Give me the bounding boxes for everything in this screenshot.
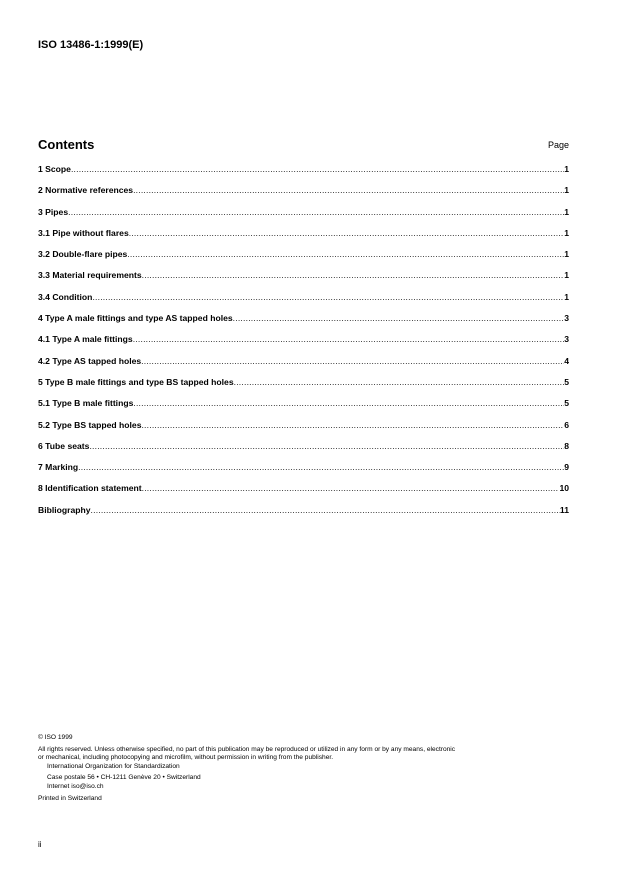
toc-leader-dots: [133, 398, 564, 408]
toc-leader-dots: [141, 420, 564, 430]
toc-leader-dots: [141, 356, 564, 366]
toc-entry-title: 6 Tube seats: [38, 440, 90, 451]
toc-leader-dots: [127, 249, 564, 259]
toc-entry[interactable]: [38, 313, 569, 334]
toc-leader-dots: [133, 334, 565, 344]
toc-entry-title: 3.3 Material requirements: [38, 270, 142, 281]
toc-leader-dots: [142, 270, 565, 280]
toc-entry-title: 5.1 Type B male fittings: [38, 398, 134, 409]
toc-leader-dots: [142, 483, 560, 493]
toc-entry-page: 1: [564, 164, 569, 174]
toc-entry[interactable]: [38, 292, 569, 313]
toc-entry-title: 4 Type A male fittings and type AS tapped holes: [38, 313, 233, 324]
toc-entry-page: 1: [564, 206, 569, 217]
page-number: ii: [38, 840, 42, 849]
toc-entry-title: 3.1 Pipe without flares: [38, 227, 129, 238]
toc-entry-page: 1: [564, 185, 569, 196]
toc-entry[interactable]: [38, 377, 569, 398]
toc-entry-page: 1: [564, 291, 569, 302]
toc-leader-dots: [92, 292, 564, 302]
toc-entry-title: 5 Type B male fittings and type BS tapped holes: [38, 376, 234, 387]
toc-entry[interactable]: [38, 356, 569, 377]
toc-entry-title: 5.2 Type BS tapped holes: [38, 419, 142, 430]
toc-entry-title: 8 Identification statement: [38, 483, 142, 494]
toc-leader-dots: [78, 462, 564, 472]
toc-entry[interactable]: [38, 249, 569, 270]
toc-entry[interactable]: [38, 462, 569, 483]
internet-contact: Internet iso@iso.ch: [47, 782, 104, 790]
toc-entry-page: 10: [559, 483, 569, 494]
toc-entry-page: 1: [564, 249, 569, 260]
toc-leader-dots: [129, 228, 564, 238]
toc-entry-page: 3: [564, 334, 569, 345]
toc-leader-dots: [133, 185, 564, 195]
toc-entry-page: 11: [559, 504, 569, 515]
toc-entry[interactable]: [38, 505, 569, 526]
toc-entry-page: 1: [564, 270, 569, 281]
toc-leader-dots: [68, 207, 564, 217]
toc-leader-dots: [91, 505, 560, 515]
rights-text-1: All rights reserved. Unless otherwise specified, no part of this publication may be reproduced or utilized in any form or by any means, electronic: [38, 745, 456, 753]
copyright-notice: [38, 734, 578, 803]
toc-entry-title: 3.2 Double-flare pipes: [38, 249, 128, 260]
toc-entry[interactable]: [38, 185, 569, 206]
printed-location: Printed in Switzerland: [38, 794, 102, 802]
toc-entry-title: 3 Pipes: [38, 206, 69, 217]
contents-heading: Contents: [38, 137, 95, 152]
toc-entry-title: Bibliography: [38, 504, 91, 515]
toc-entry-page: 4: [564, 355, 569, 366]
toc-entry[interactable]: [38, 228, 569, 249]
table-of-contents: [38, 164, 569, 526]
toc-entry-title: 2 Normative references: [38, 185, 134, 196]
toc-entry[interactable]: [38, 270, 569, 291]
document-id-header: ISO 13486-1:1999(E): [38, 39, 144, 51]
toc-leader-dots: [89, 441, 564, 451]
toc-entry[interactable]: [38, 207, 569, 228]
toc-entry-page: 9: [564, 462, 569, 473]
toc-entry[interactable]: [38, 483, 569, 504]
toc-entry-title: 4.2 Type AS tapped holes: [38, 355, 142, 366]
toc-entry-title: 7 Marking: [38, 462, 79, 473]
toc-entry[interactable]: [38, 420, 569, 441]
toc-entry[interactable]: [38, 398, 569, 419]
toc-entry-page: 3: [564, 313, 569, 324]
page-column-label: Page: [547, 140, 569, 150]
toc-entry-page: 5: [564, 376, 569, 387]
toc-entry-page: 6: [564, 419, 569, 430]
toc-entry-page: 1: [564, 227, 569, 238]
copyright-line: © ISO 1999: [38, 734, 73, 741]
toc-entry[interactable]: [38, 164, 569, 185]
postal-address: Case postale 56 • CH-1211 Genève 20 • Switzerland: [47, 774, 201, 782]
toc-entry-title: 1 Scope: [38, 164, 71, 174]
toc-entry-title: 3.4 Condition: [38, 291, 93, 302]
organization-name: International Organization for Standardization: [47, 762, 180, 770]
toc-leader-dots: [233, 313, 565, 323]
toc-entry-title: 4.1 Type A male fittings: [38, 334, 133, 345]
toc-leader-dots: [71, 164, 564, 174]
toc-entry[interactable]: [38, 441, 569, 462]
toc-entry[interactable]: [38, 334, 569, 355]
rights-text-2: or mechanical, including photocopying and microfilm, without permission in writing from the publisher.: [38, 754, 334, 762]
toc-leader-dots: [234, 377, 565, 387]
toc-entry-page: 8: [564, 440, 569, 451]
toc-entry-page: 5: [564, 398, 569, 409]
